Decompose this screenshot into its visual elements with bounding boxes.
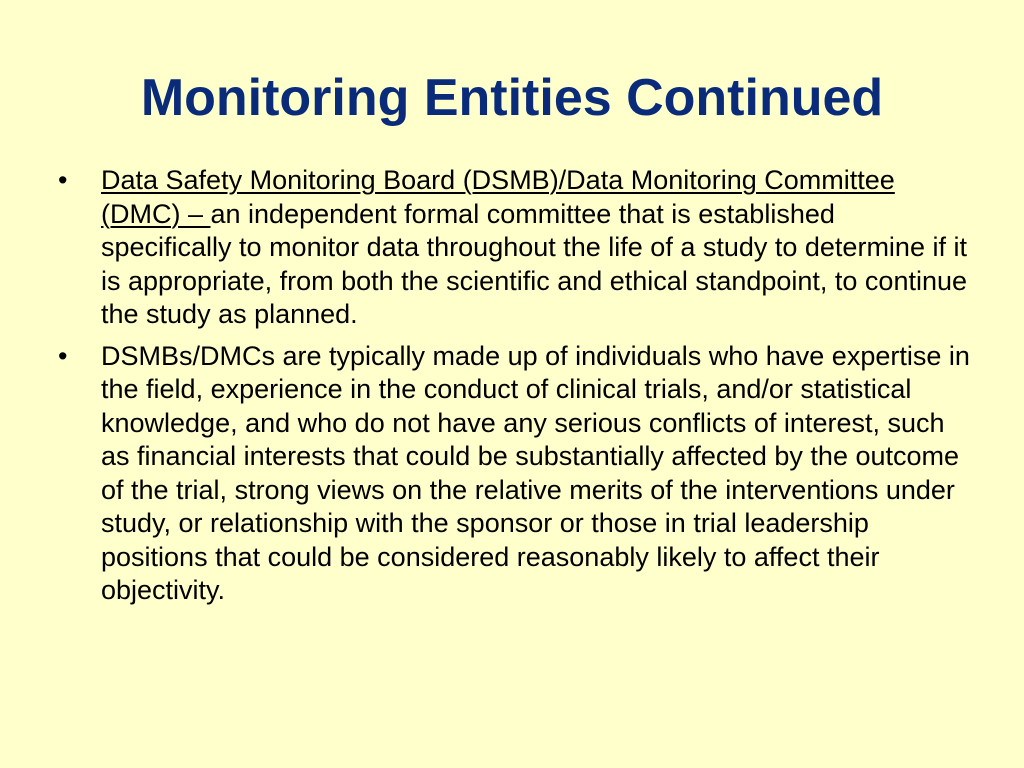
bullet-icon: • (58, 340, 68, 371)
bullet-item-dsmb-membership (58, 340, 970, 608)
bullet-list (58, 164, 970, 616)
bullet-text: DSMBs/DMCs are typically made up of individuals who have expertise in the field, experience in the conduct of clinical trials, and/or statistical knowledge, and who do not have any serious conflicts of interest, such as financial interests that could be substantially affected by the outcome of the trial, strong views on the relative merits of the interventions under study, or relationship with the sponsor or those in trial leadership positions that could be considered reasonably likely to affect their objectivity. (101, 340, 970, 605)
bullet-item-dsmb-definition (58, 164, 970, 332)
slide-title: Monitoring Entities Continued (140, 69, 884, 127)
bullet-icon: • (58, 165, 68, 195)
bullet-text: an independent formal committee that is established specifically to monitor data throughout the life of a study to determine if it is appropriate, from both the scientific and ethical standpoint, to continue the study as planned. (101, 198, 968, 329)
bullet-term: Data Safety Monitoring Board (DSMB)/Data Monitoring Committee (DMC) – (101, 165, 895, 229)
